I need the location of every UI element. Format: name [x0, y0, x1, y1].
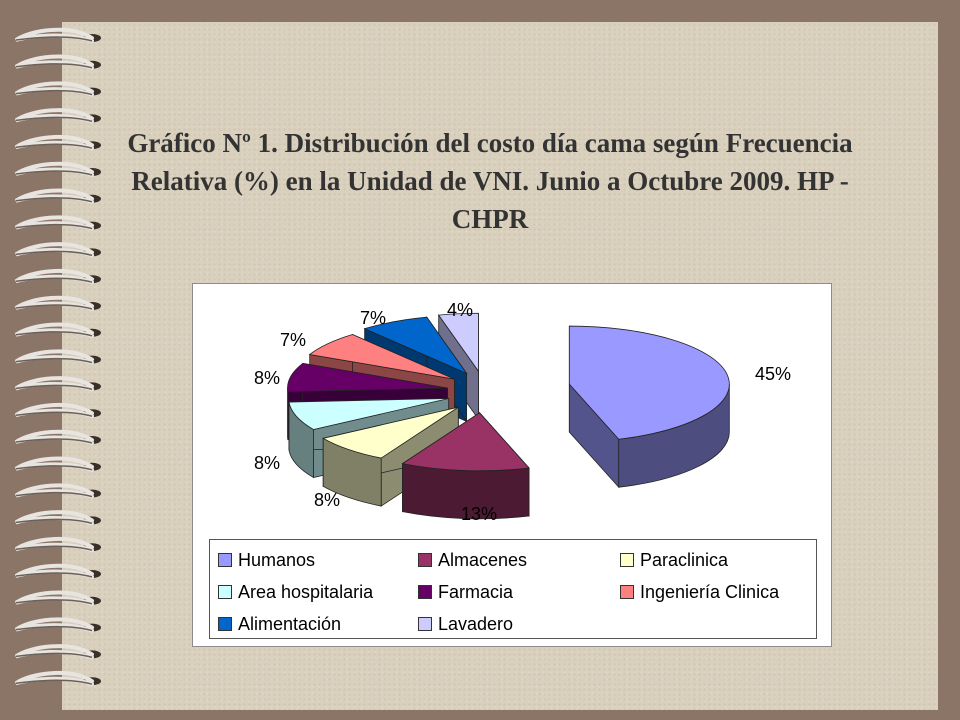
binding-ring [16, 57, 101, 69]
data-label: 7% [359, 308, 387, 328]
legend-item [218, 544, 418, 576]
binding-ring [16, 325, 101, 337]
binding-ring [16, 351, 101, 363]
legend-item [620, 576, 820, 608]
binding-ring [16, 244, 101, 256]
binding-ring [16, 459, 101, 471]
binding-ring [16, 164, 101, 176]
binding-ring [16, 191, 101, 203]
binding-ring [16, 137, 101, 149]
legend-swatch [218, 617, 232, 631]
legend-item [418, 576, 620, 608]
legend-label: Lavadero [438, 613, 514, 634]
legend-label: Paraclinica [640, 549, 729, 570]
notebook-binding-rings [0, 0, 110, 720]
binding-ring [16, 485, 101, 497]
binding-ring [16, 83, 101, 95]
binding-ring [16, 566, 101, 578]
legend-swatch [620, 585, 634, 599]
binding-ring [16, 271, 101, 283]
data-label: 45% [754, 364, 792, 384]
data-label: 8% [253, 453, 281, 473]
binding-ring [16, 593, 101, 605]
legend-swatch [218, 553, 232, 567]
binding-ring [16, 673, 101, 685]
binding-ring [16, 432, 101, 444]
pie-chart [193, 284, 833, 539]
data-label: 8% [313, 490, 341, 510]
legend-swatch [418, 585, 432, 599]
legend-label: Almacenes [438, 549, 528, 570]
legend-label: Area hospitalaria [238, 581, 374, 602]
binding-ring [16, 30, 101, 42]
legend-label: Humanos [238, 549, 316, 570]
binding-ring [16, 512, 101, 524]
data-label: 7% [279, 330, 307, 350]
data-label: 4% [446, 300, 474, 320]
legend-item [218, 608, 418, 640]
binding-ring [16, 539, 101, 551]
legend-swatch [418, 617, 432, 631]
legend-item [620, 544, 820, 576]
chart-title: Gráfico Nº 1. Distribución del costo día cama según Frecuencia Relativa (%) en la Unidad de VNI. Junio a Octubre 2009. HP - CHPR [127, 128, 853, 234]
legend-item [418, 544, 620, 576]
legend-label: Ingeniería Clinica [640, 581, 780, 602]
legend-label: Farmacia [438, 581, 514, 602]
chart-legend [209, 539, 817, 639]
binding-ring [16, 298, 101, 310]
binding-ring [16, 217, 101, 229]
binding-ring [16, 619, 101, 631]
binding-ring [16, 405, 101, 417]
chart-area [192, 283, 832, 647]
legend-item [218, 576, 418, 608]
binding-ring [16, 110, 101, 122]
legend-swatch [620, 553, 634, 567]
binding-ring [16, 378, 101, 390]
legend-swatch [418, 553, 432, 567]
data-label: 8% [253, 368, 281, 388]
legend-item [418, 608, 620, 640]
binding-ring [16, 646, 101, 658]
legend-swatch [218, 585, 232, 599]
data-label: 13% [460, 504, 498, 524]
legend-label: Alimentación [238, 613, 342, 634]
